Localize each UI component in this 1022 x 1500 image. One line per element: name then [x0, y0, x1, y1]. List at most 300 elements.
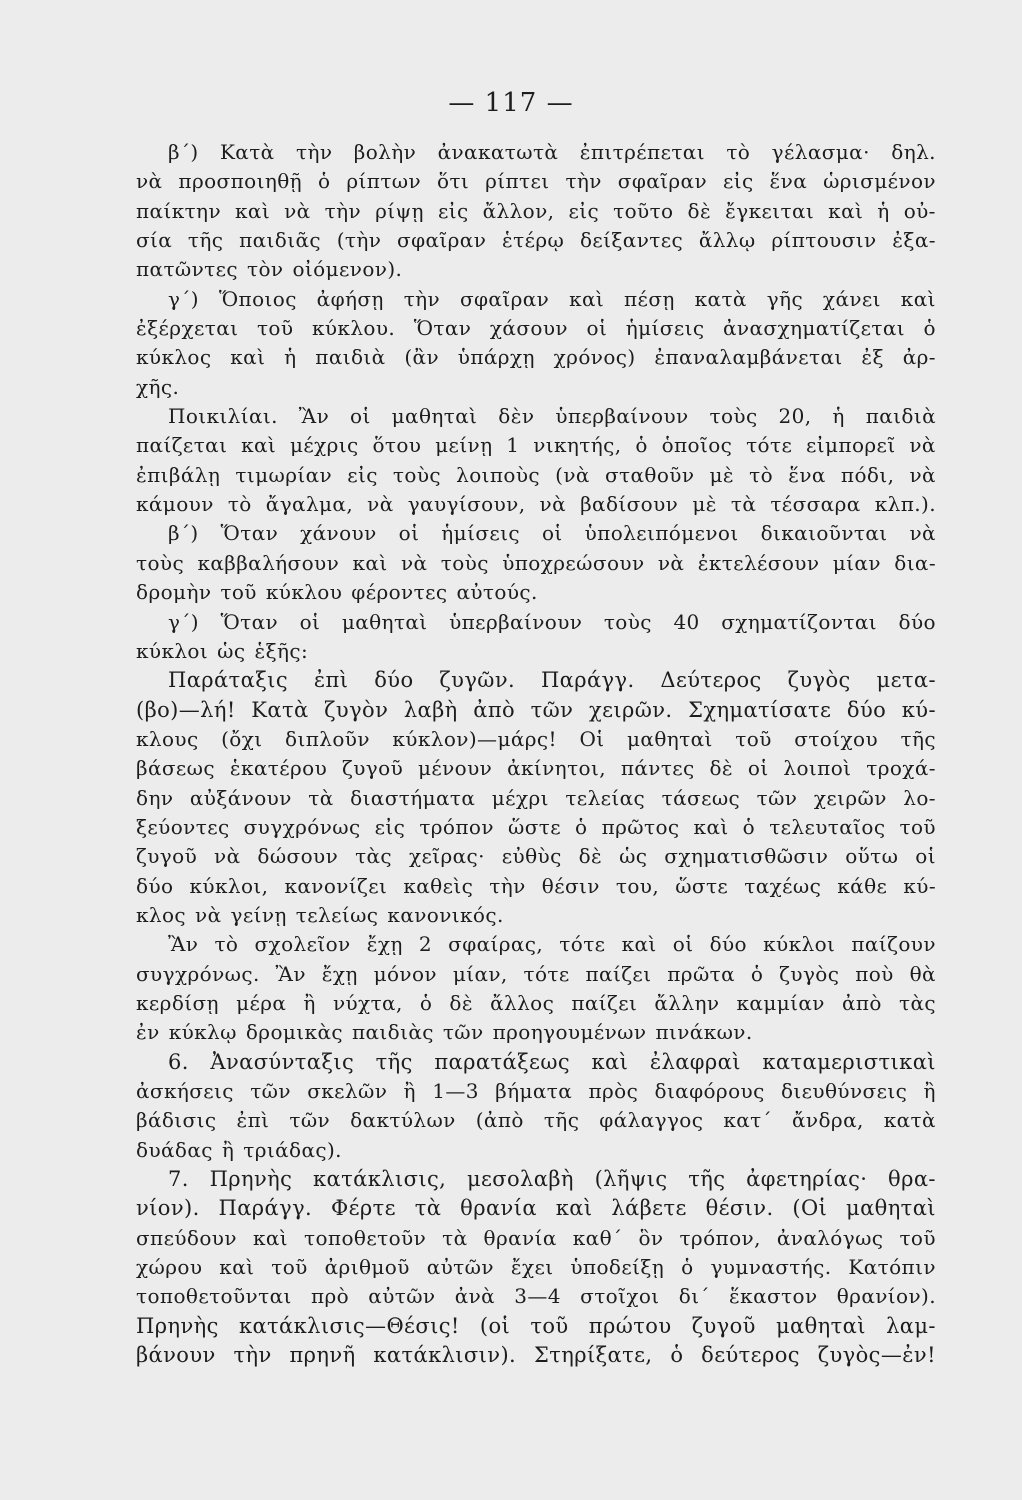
- word: βάσεως: [136, 756, 215, 781]
- word: τοὺς: [392, 462, 441, 487]
- word: κλπ.).: [874, 492, 936, 517]
- word: τοῦ: [899, 814, 936, 839]
- word: καμμίαν: [736, 990, 825, 1015]
- word: δεύτερος: [701, 1343, 800, 1368]
- word: βαδίσουν: [580, 492, 679, 517]
- word: τῆς: [688, 1167, 726, 1192]
- word: ὥστε: [675, 873, 729, 898]
- word: καὶ: [252, 1225, 288, 1250]
- word: τελευταῖος: [769, 814, 886, 839]
- text-line: [136, 872, 936, 901]
- word: ἔγκειται: [725, 198, 815, 223]
- word: ζυγοῦ: [341, 756, 404, 781]
- word: κλους: [136, 726, 199, 751]
- word: καὶ: [555, 1196, 593, 1221]
- word: ὃν: [638, 1225, 664, 1250]
- word: εἰμπορεῖ: [806, 433, 896, 458]
- word: οἱ: [350, 404, 371, 429]
- text-line: [136, 138, 936, 167]
- word: τὰ: [442, 1225, 468, 1250]
- word: φάλαγγος: [599, 1108, 704, 1133]
- word: ἡμίσεις: [625, 316, 705, 341]
- word: ζυγοῦ: [691, 1313, 756, 1338]
- word: ὁ: [575, 814, 588, 839]
- word: νὰ: [909, 433, 936, 458]
- word: ὡρισμένον: [823, 169, 936, 194]
- word: Ὅταν: [413, 316, 472, 341]
- word: αὐτῶν: [368, 1284, 436, 1309]
- word: τῆς: [187, 228, 224, 253]
- text-line: [136, 255, 936, 284]
- word: γαυγίσουν,: [407, 492, 526, 517]
- word: δακτύλων: [350, 1108, 456, 1133]
- word: χάσουν: [489, 316, 568, 341]
- word: μέρα: [236, 990, 287, 1015]
- word: ὅτι: [437, 169, 470, 194]
- word: β΄): [168, 140, 199, 164]
- word: τοὺς: [136, 550, 185, 575]
- word: πρὸς: [588, 1079, 639, 1103]
- word: καθ΄: [572, 1225, 623, 1250]
- word: κλος: [136, 902, 187, 927]
- word: ἑξῆς:: [254, 638, 309, 663]
- word: μὲ: [709, 462, 735, 487]
- text-line: [136, 402, 936, 431]
- word: σφαῖραν: [397, 228, 487, 253]
- text-line: [136, 1077, 936, 1106]
- word: ἀφετηρίας·: [746, 1167, 868, 1192]
- word: πρηνῆ: [289, 1343, 356, 1368]
- word: κατὰ: [883, 1108, 936, 1133]
- word: Παράταξις: [168, 668, 288, 693]
- word: τῆς: [375, 1049, 413, 1074]
- word: Φέρτε: [330, 1196, 396, 1221]
- word: προηγουμένων: [492, 1020, 647, 1045]
- word: ἄνδρα,: [792, 1108, 864, 1133]
- word: ἡ: [877, 198, 890, 223]
- word: ὑπερβαίνουν: [449, 609, 583, 634]
- word: Παράγγ.: [540, 668, 635, 693]
- word: δια-: [894, 550, 936, 575]
- word: ἀπὸ: [473, 697, 516, 722]
- word: ὁ: [681, 1255, 694, 1280]
- word: χειρῶν.: [588, 697, 673, 722]
- word: (νὰ: [555, 462, 590, 487]
- word: τὴν: [403, 286, 441, 311]
- word: 2: [418, 932, 433, 957]
- word: ταχέως: [744, 873, 822, 898]
- word: νίον).: [136, 1196, 200, 1221]
- word: λαμ-: [886, 1313, 936, 1338]
- word: ἐπαναλαμβάνεται: [654, 345, 843, 370]
- word: κύκλου: [265, 580, 343, 605]
- word: Ὅταν: [220, 609, 279, 634]
- word: τοῦ: [271, 1255, 308, 1280]
- word: νὰ: [214, 844, 241, 869]
- word: μίαν,: [452, 961, 508, 986]
- text-line: [136, 1165, 936, 1194]
- word: μαθηταὶ: [775, 1313, 866, 1338]
- word: σχολεῖον: [254, 932, 351, 957]
- word: δύο: [898, 609, 936, 634]
- word: ὑπάρχῃ: [457, 345, 535, 370]
- text-line: [136, 960, 936, 989]
- word: ἡ: [832, 404, 845, 429]
- word: οὐ-: [903, 198, 936, 223]
- word: ἐν: [136, 1020, 160, 1045]
- text-line: [136, 842, 936, 871]
- word: χειρῶν: [813, 785, 887, 810]
- word: Ἂν: [275, 961, 306, 986]
- word: εἰς: [347, 462, 378, 487]
- word: κανονικός.: [387, 902, 504, 927]
- word: τρόπον: [419, 814, 494, 839]
- word: καὶ: [591, 1049, 629, 1074]
- word: μαθηταὶ: [391, 404, 478, 429]
- word: σία: [136, 228, 173, 253]
- word: κατ΄: [723, 1108, 773, 1133]
- word: σφαῖραν: [617, 169, 708, 194]
- word: παίζει: [571, 990, 638, 1015]
- word: μέχρις: [289, 433, 359, 458]
- word: οἱ: [586, 316, 608, 341]
- text-line: [136, 461, 936, 490]
- word: Πρηνὴς: [209, 1167, 293, 1192]
- word: στοῖχοι: [580, 1284, 660, 1309]
- word: ἀφήσῃ: [316, 286, 384, 311]
- word: δύο: [846, 697, 887, 722]
- word: μίαν: [832, 550, 881, 575]
- word: ποὺ: [855, 961, 894, 986]
- word: ἀνασχηματίζεται: [723, 316, 905, 341]
- word: κύ-: [901, 697, 936, 722]
- word: νύχτα,: [332, 990, 403, 1015]
- word: γείνῃ: [230, 902, 287, 927]
- word: ζυγῶν.: [439, 668, 516, 693]
- word: εἰς: [374, 814, 406, 839]
- word: συγχρόνως.: [136, 961, 260, 986]
- word: παρατάξεως: [434, 1049, 570, 1074]
- word: λο-: [903, 785, 936, 810]
- word: δηλ.: [891, 140, 936, 164]
- word: εἰς: [568, 198, 600, 223]
- word: ἕνα: [769, 169, 808, 194]
- text-line: [136, 930, 936, 959]
- word: (ἂν: [404, 345, 440, 370]
- word: Ἂν: [298, 404, 330, 429]
- word: δὲ: [687, 198, 712, 223]
- word: παίζουν: [851, 932, 936, 957]
- word: αὐτούς.: [456, 580, 538, 605]
- word: διαφόρους: [654, 1079, 765, 1103]
- word: ζυγὸς: [787, 668, 851, 693]
- word: σπεύδουν: [136, 1225, 237, 1250]
- word: τὸν: [247, 257, 284, 282]
- word: γυμναστής.: [710, 1255, 832, 1280]
- word: Πρηνὴς: [136, 1313, 219, 1338]
- word: ἐξ: [861, 345, 884, 370]
- word: μέχρι: [491, 785, 549, 810]
- word: ἡ: [284, 345, 297, 370]
- word: χάνει: [822, 286, 881, 311]
- word: 20,: [778, 404, 812, 429]
- word: αὐτῶν: [426, 1255, 494, 1280]
- word: τότε: [523, 961, 570, 986]
- word: οἱ: [398, 521, 420, 546]
- word: σταθοῦν: [604, 462, 695, 487]
- word: τότε: [746, 433, 793, 458]
- word: ἀκίνητοι,: [507, 756, 606, 781]
- word: κάθε: [837, 873, 888, 898]
- word: τοῦ: [530, 1313, 569, 1338]
- word: σχηματίζονται: [721, 609, 878, 634]
- word: τοῦ: [899, 1225, 936, 1250]
- word: τέσσαρα: [770, 492, 861, 517]
- text-line: [136, 696, 936, 725]
- word: ἑτέρῳ: [501, 228, 565, 253]
- word: δὲ: [449, 990, 473, 1015]
- word: μὲ: [692, 492, 717, 517]
- word: ἐλαφραὶ: [649, 1049, 741, 1074]
- word: Κατὰ: [219, 140, 275, 164]
- word: μαθηταὶ: [341, 609, 428, 634]
- word: ὁ: [419, 990, 433, 1015]
- word: τοῦ: [256, 316, 294, 341]
- text-line: [136, 989, 936, 1018]
- text-line: [136, 549, 936, 578]
- word: χρόνος): [553, 345, 636, 370]
- word: τῶν: [289, 1108, 331, 1133]
- word: ρίπτει: [485, 169, 550, 194]
- word: δύο: [374, 668, 414, 693]
- word: οἱ: [299, 609, 321, 634]
- word: τὴν: [489, 873, 526, 898]
- word: νὰ: [367, 492, 394, 517]
- text-line: [136, 901, 936, 930]
- word: καὶ: [828, 198, 864, 223]
- word: καὶ: [900, 286, 936, 311]
- word: γ΄): [168, 286, 199, 311]
- word: σκελῶν: [307, 1079, 388, 1103]
- word: νὰ: [400, 550, 428, 575]
- word: θρα-: [888, 1167, 936, 1192]
- word: τάσεως: [661, 785, 741, 810]
- word: οἰόμενον).: [292, 257, 403, 282]
- word: λαβὴ: [403, 697, 458, 722]
- word: κύκλοι,: [189, 873, 269, 898]
- word: τιμωρίαν: [235, 462, 333, 487]
- text-line: [136, 784, 936, 813]
- word: καὶ: [235, 198, 271, 223]
- word: ἕνα: [788, 462, 826, 487]
- text-line: [136, 431, 936, 460]
- word: ἐξέρχεται: [136, 316, 239, 341]
- word: δὲ: [709, 756, 734, 781]
- word: τῶν: [250, 1079, 291, 1103]
- word: μετα-: [876, 668, 936, 693]
- word: καὶ: [621, 932, 657, 957]
- word: σφαίρας,: [448, 932, 544, 957]
- word: ἢ: [303, 990, 316, 1015]
- word: δρομικὰς: [245, 1020, 343, 1045]
- word: ξεύοντες: [136, 814, 230, 839]
- word: κύ-: [903, 873, 936, 898]
- word: καὶ: [569, 286, 605, 311]
- text-line: [136, 637, 936, 666]
- text-line: [136, 1341, 936, 1370]
- word: ἀνὰ: [454, 1284, 496, 1309]
- word: 7.: [168, 1167, 189, 1192]
- word: παίζεται: [136, 433, 228, 458]
- word: ὁ: [742, 814, 756, 839]
- word: τῶν: [756, 785, 798, 810]
- word: 3—4: [514, 1284, 561, 1309]
- word: τοὺς: [440, 550, 489, 575]
- word: κύκλῳ: [168, 1020, 237, 1045]
- text-line: [136, 226, 936, 255]
- word: 40: [673, 609, 700, 634]
- word: τριάδας).: [243, 1137, 342, 1162]
- word: ὅτου: [372, 433, 422, 458]
- word: τοὺς: [603, 609, 652, 634]
- word: νὰ: [136, 169, 163, 194]
- word: γέλασμα·: [771, 140, 870, 164]
- word: (οἱ: [479, 1313, 511, 1338]
- body-text: [136, 138, 936, 1370]
- word: καὶ: [241, 433, 277, 458]
- word: παιδιὰ: [865, 404, 936, 429]
- word: ἀσκήσεις: [136, 1079, 234, 1103]
- word: δώσουν: [257, 844, 339, 869]
- word: νὰ: [657, 550, 685, 575]
- word: αὐξάνουν: [189, 785, 292, 810]
- word: ἡμίσεις: [441, 521, 520, 546]
- word: ἀρ-: [902, 345, 936, 370]
- text-line: [136, 314, 936, 343]
- word: κύκλου.: [311, 316, 396, 341]
- word: τότε: [559, 932, 606, 957]
- word: βάνουν: [136, 1343, 216, 1368]
- word: ἢ: [403, 1079, 416, 1103]
- word: ἐπιτρέπεται: [579, 140, 705, 164]
- text-line: [136, 754, 936, 783]
- word: ἕκαστον: [729, 1284, 818, 1309]
- word: χώρου: [136, 1255, 203, 1280]
- word: ζυγὸς—ἐν!: [817, 1343, 936, 1368]
- word: Κατόπιν: [848, 1255, 936, 1280]
- word: ἀναλόγως: [776, 1225, 884, 1250]
- word: διπλοῦν: [285, 726, 370, 751]
- word: γ΄): [168, 609, 199, 634]
- word: κύκλοι: [763, 932, 836, 957]
- word: θρανία: [460, 1196, 537, 1221]
- word: του,: [615, 873, 660, 898]
- word: κύκλοι: [136, 638, 209, 663]
- text-line: [136, 1018, 936, 1047]
- word: μαθηταὶ: [627, 726, 713, 751]
- word: ρίπτων: [346, 169, 422, 194]
- word: ἐπὶ: [313, 668, 349, 693]
- word: διαστήματα: [350, 785, 476, 810]
- word: γῆς: [766, 286, 804, 311]
- word: οἱ: [541, 521, 563, 546]
- word: πόδι,: [840, 462, 895, 487]
- word: δὲν: [498, 404, 535, 429]
- word: τροχά-: [866, 756, 936, 781]
- word: τῆς: [543, 1108, 580, 1133]
- text-line: [136, 725, 936, 754]
- word: πρὸ: [310, 1284, 350, 1309]
- word: λοιποὶ: [783, 756, 852, 781]
- word: κύκλον)—μάρς!: [392, 726, 557, 751]
- word: ὑποχρεώσουν: [502, 550, 645, 575]
- word: Ποικιλίαι.: [168, 404, 278, 429]
- word: καὶ: [693, 814, 729, 839]
- word: ὁ: [750, 961, 764, 986]
- word: τῶν: [530, 697, 574, 722]
- word: καὶ: [352, 550, 388, 575]
- word: Παράγγ.: [218, 1196, 313, 1221]
- word: τὴν: [295, 140, 333, 164]
- word: ἄλλον,: [482, 198, 555, 223]
- word: τελείως: [295, 902, 379, 927]
- word: νὰ: [284, 198, 311, 223]
- word: ὁ: [635, 433, 648, 458]
- text-line: [136, 1048, 936, 1077]
- word: τὴν: [324, 198, 362, 223]
- word: τελείας: [565, 785, 646, 810]
- word: Δεύτερος: [660, 668, 762, 693]
- word: συγχρόνως: [243, 814, 361, 839]
- word: ἢ: [923, 1079, 936, 1103]
- word: Κατὰ: [251, 697, 309, 722]
- word: δικαιοῦνται: [760, 521, 888, 546]
- word: βολὴν: [353, 140, 417, 164]
- word: θὰ: [909, 961, 936, 986]
- word: δύο: [709, 932, 748, 957]
- word: ἢ: [221, 1137, 235, 1162]
- word: νικητής,: [533, 433, 622, 458]
- word: ἄγαλμα,: [265, 492, 354, 517]
- word: μαθηταὶ: [846, 1196, 936, 1221]
- text-line: [136, 373, 936, 402]
- word: ὁποῖος: [661, 433, 733, 458]
- word: δείξαντες: [579, 228, 684, 253]
- word: χῆς.: [136, 374, 180, 399]
- word: ἀριθμοῦ: [324, 1255, 410, 1280]
- word: μένουν: [417, 756, 493, 781]
- word: λάβετε: [611, 1196, 687, 1221]
- word: εὐθὺς: [501, 844, 562, 869]
- word: τρόπον,: [679, 1225, 761, 1250]
- word: λοιποὺς: [456, 462, 541, 487]
- word: Ὅταν: [220, 521, 279, 546]
- word: β΄): [168, 521, 199, 546]
- text-line: [136, 666, 936, 695]
- word: καὶ: [219, 1255, 255, 1280]
- word: οἱ: [672, 932, 694, 957]
- word: ἄλλος: [490, 990, 555, 1015]
- word: ὁ: [317, 169, 331, 194]
- text-line: [136, 1253, 936, 1282]
- word: θρανία: [483, 1225, 557, 1250]
- word: (ἀπὸ: [475, 1108, 524, 1133]
- word: καὶ: [230, 345, 266, 370]
- word: ἑκατέρου: [229, 756, 328, 781]
- word: τὰ: [730, 492, 757, 517]
- word: Ἂν: [168, 932, 199, 957]
- word: παιδιὰ: [315, 345, 386, 370]
